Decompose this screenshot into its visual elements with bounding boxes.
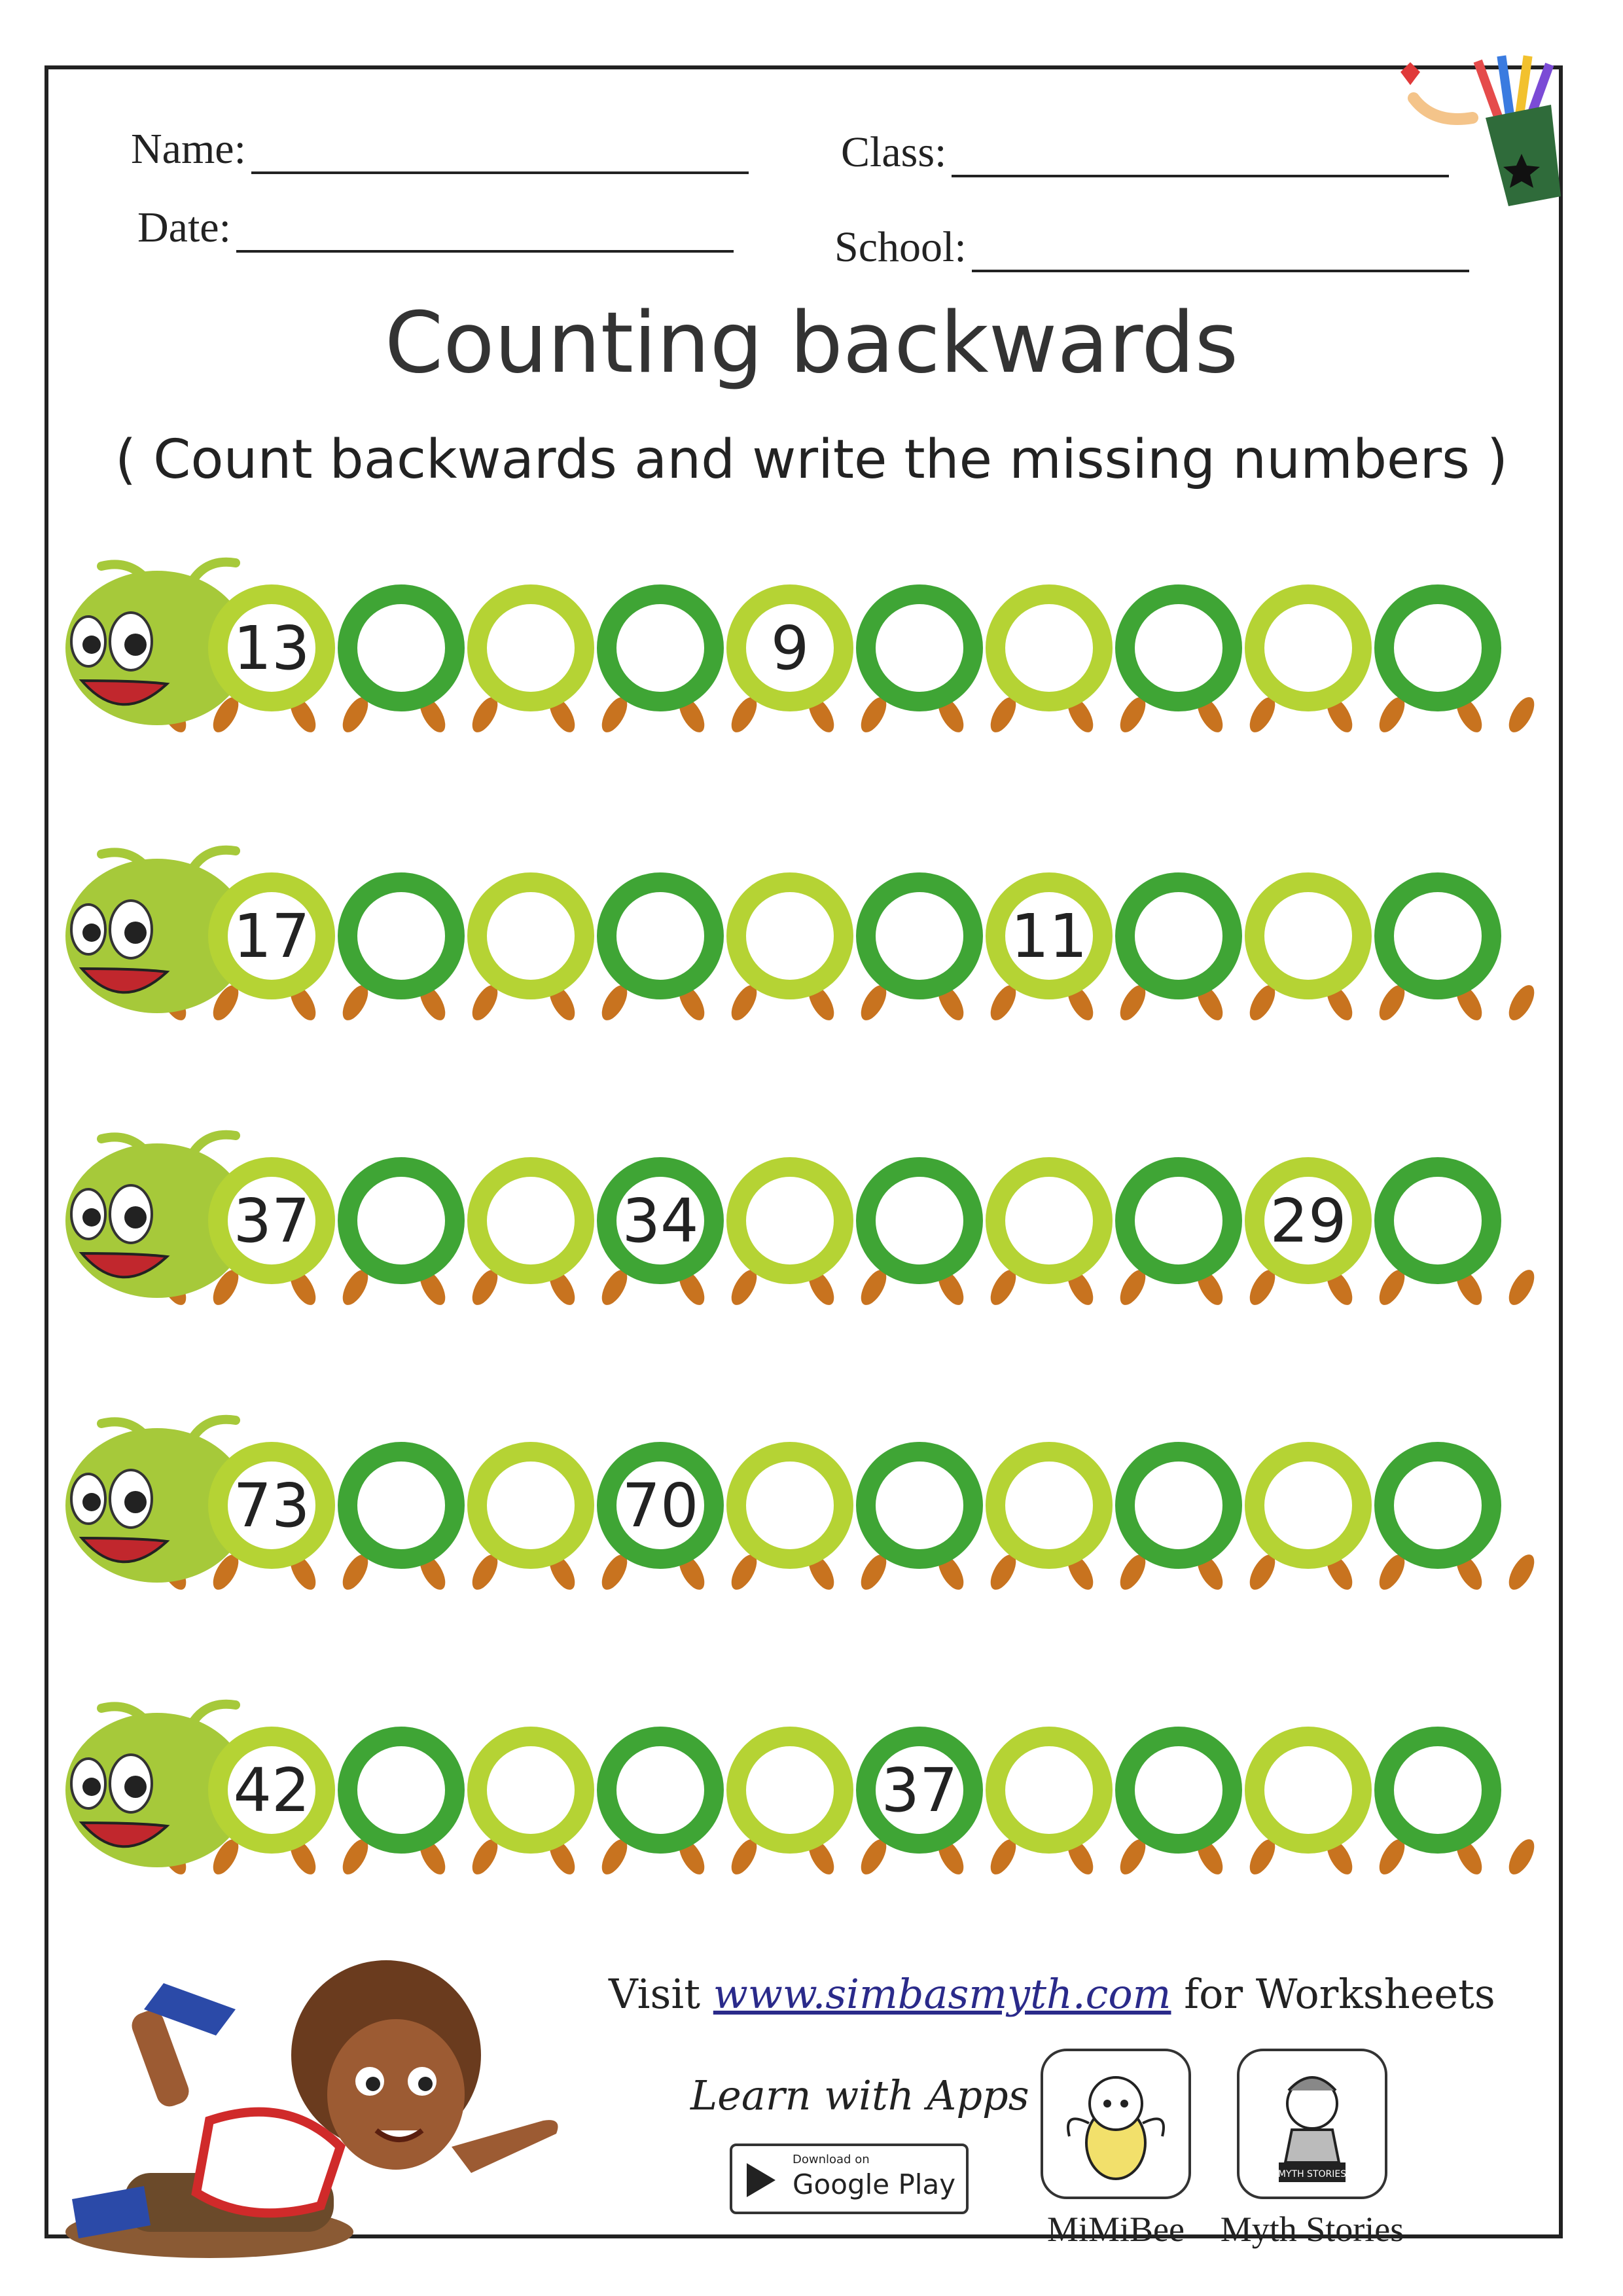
caterpillar-foot — [1504, 693, 1539, 736]
caterpillar-ring — [995, 1452, 1103, 1559]
given-number: 17 — [233, 901, 310, 971]
number-cell — [348, 1167, 455, 1274]
google-play-small-label: Download on — [793, 2153, 870, 2166]
number-cell — [1125, 882, 1232, 990]
caterpillar-ring — [866, 1167, 973, 1274]
caterpillar-ring — [477, 1452, 584, 1559]
number-cell — [995, 1736, 1103, 1844]
caterpillar-ring — [736, 1736, 844, 1844]
number-cell — [736, 882, 844, 990]
caterpillar-ring — [866, 882, 973, 990]
caterpillar-svg — [62, 844, 1554, 1041]
caterpillar-foot — [1504, 1551, 1539, 1594]
given-number: 42 — [233, 1755, 310, 1825]
number-cell — [1255, 882, 1362, 990]
number-cell — [218, 594, 325, 702]
caterpillar-ring — [348, 594, 455, 702]
caterpillar-ring — [1125, 1167, 1232, 1274]
caterpillar-ring — [1384, 594, 1491, 702]
number-cell — [1255, 1167, 1362, 1274]
number-cell — [866, 882, 973, 990]
number-cell — [1384, 882, 1491, 990]
caterpillar-ring — [1255, 882, 1362, 990]
number-cell — [736, 1167, 844, 1274]
number-cell — [1255, 1736, 1362, 1844]
number-cell — [1125, 1736, 1232, 1844]
visit-suffix: for Worksheets — [1184, 1970, 1495, 2018]
caterpillar-row — [62, 1414, 1554, 1610]
caterpillar-ring — [736, 1167, 844, 1274]
number-cell — [1255, 1452, 1362, 1559]
number-cell — [607, 1736, 714, 1844]
caterpillar-ring — [1384, 1736, 1491, 1844]
name-field[interactable] — [131, 124, 749, 174]
worksheet-instructions: ( Count backwards and write the missing numbers ) — [115, 429, 1508, 491]
number-cell — [218, 1736, 325, 1844]
given-number: 70 — [622, 1471, 699, 1541]
caterpillar-ring — [348, 882, 455, 990]
number-cell — [1255, 594, 1362, 702]
number-cell — [866, 594, 973, 702]
number-cell — [995, 594, 1103, 702]
number-cell — [866, 1736, 973, 1844]
number-cell — [477, 1167, 584, 1274]
given-number: 9 — [770, 613, 810, 683]
caterpillar-ring — [736, 882, 844, 990]
number-cell — [866, 1167, 973, 1274]
class-field[interactable] — [841, 128, 1449, 177]
caterpillar-ring — [477, 594, 584, 702]
school-field[interactable] — [834, 223, 1469, 272]
caterpillar-svg — [62, 1414, 1554, 1610]
myth-stories-badge-text: MYTH STORIES — [1277, 2169, 1347, 2179]
caterpillar-ring — [1125, 594, 1232, 702]
myth-stories-app-icon[interactable] — [1237, 2049, 1387, 2199]
caterpillar-ring — [736, 1452, 844, 1559]
number-cell — [1384, 1167, 1491, 1274]
number-cell — [218, 1167, 325, 1274]
given-number: 13 — [233, 613, 310, 683]
given-number: 73 — [233, 1471, 310, 1541]
caterpillar-ring — [1255, 1452, 1362, 1559]
date-label: Date: — [137, 204, 231, 251]
visit-prefix: Visit — [609, 1970, 701, 2018]
given-number: 37 — [233, 1186, 310, 1256]
caterpillar-ring — [607, 594, 714, 702]
number-cell — [736, 1452, 844, 1559]
number-cell — [995, 882, 1103, 990]
caterpillar-ring — [995, 1736, 1103, 1844]
caterpillar-ring — [1125, 882, 1232, 990]
play-store-icon — [747, 2163, 776, 2197]
number-cell — [348, 882, 455, 990]
myth-stories-label: Myth Stories — [1220, 2210, 1404, 2249]
caterpillar-ring — [1384, 1167, 1491, 1274]
number-cell — [607, 1452, 714, 1559]
number-cell — [736, 1736, 844, 1844]
caterpillar-ring — [477, 882, 584, 990]
date-field[interactable] — [137, 203, 734, 253]
number-cell — [736, 594, 844, 702]
number-cell — [477, 1736, 584, 1844]
boy-illustration — [46, 1924, 609, 2265]
caterpillar-foot — [1504, 1835, 1539, 1878]
number-cell — [218, 882, 325, 990]
given-number: 37 — [881, 1755, 958, 1825]
number-cell — [1384, 594, 1491, 702]
caterpillar-row — [62, 1698, 1554, 1895]
caterpillar-svg — [62, 556, 1554, 753]
caterpillar-ring — [1255, 1736, 1362, 1844]
number-cell — [995, 1452, 1103, 1559]
number-cell — [866, 1452, 973, 1559]
number-cell — [477, 594, 584, 702]
caterpillar-ring — [1125, 1736, 1232, 1844]
caterpillar-row — [62, 1129, 1554, 1325]
google-play-badge[interactable] — [730, 2144, 969, 2214]
name-label: Name: — [131, 125, 246, 173]
mimibee-label: MiMiBee — [1047, 2210, 1185, 2249]
number-cell — [1384, 1452, 1491, 1559]
number-cell — [348, 1736, 455, 1844]
caterpillar-ring — [1125, 1452, 1232, 1559]
number-cell — [477, 1452, 584, 1559]
caterpillar-ring — [607, 1736, 714, 1844]
number-cell — [477, 882, 584, 990]
number-cell — [218, 1452, 325, 1559]
caterpillar-foot — [1504, 981, 1539, 1024]
caterpillar-ring — [348, 1167, 455, 1274]
caterpillar-ring — [995, 1167, 1103, 1274]
number-cell — [1125, 1452, 1232, 1559]
given-number: 11 — [1010, 901, 1088, 971]
caterpillar-foot — [1504, 1266, 1539, 1309]
visit-line — [609, 1970, 1495, 2018]
caterpillar-ring — [866, 594, 973, 702]
caterpillar-ring — [1384, 882, 1491, 990]
caterpillar-ring — [348, 1452, 455, 1559]
website-link[interactable]: www.simbasmyth.com — [713, 1970, 1171, 2018]
google-play-label: Google Play — [793, 2168, 956, 2200]
caterpillar-ring — [1384, 1452, 1491, 1559]
caterpillar-svg — [62, 1129, 1554, 1325]
number-cell — [348, 1452, 455, 1559]
number-cell — [1125, 1167, 1232, 1274]
caterpillar-ring — [477, 1167, 584, 1274]
number-cell — [1125, 594, 1232, 702]
given-number: 29 — [1270, 1186, 1347, 1256]
caterpillar-ring — [348, 1736, 455, 1844]
caterpillar-ring — [477, 1736, 584, 1844]
number-cell — [607, 594, 714, 702]
number-cell — [348, 594, 455, 702]
number-cell — [995, 1167, 1103, 1274]
caterpillar-row — [62, 844, 1554, 1041]
number-cell — [607, 1167, 714, 1274]
class-label: Class: — [841, 128, 947, 176]
caterpillar-ring — [607, 882, 714, 990]
caterpillar-row — [62, 556, 1554, 753]
caterpillar-ring — [1255, 594, 1362, 702]
number-cell — [1384, 1736, 1491, 1844]
school-label: School: — [834, 223, 967, 271]
caterpillar-svg — [62, 1698, 1554, 1895]
number-cell — [607, 882, 714, 990]
caterpillar-ring — [995, 594, 1103, 702]
given-number: 34 — [622, 1186, 699, 1256]
caterpillar-ring — [866, 1452, 973, 1559]
mimibee-app-icon[interactable] — [1041, 2049, 1191, 2199]
learn-with-apps-label: Learn with Apps — [690, 2072, 1029, 2119]
worksheet-title: Counting backwards — [384, 295, 1239, 392]
